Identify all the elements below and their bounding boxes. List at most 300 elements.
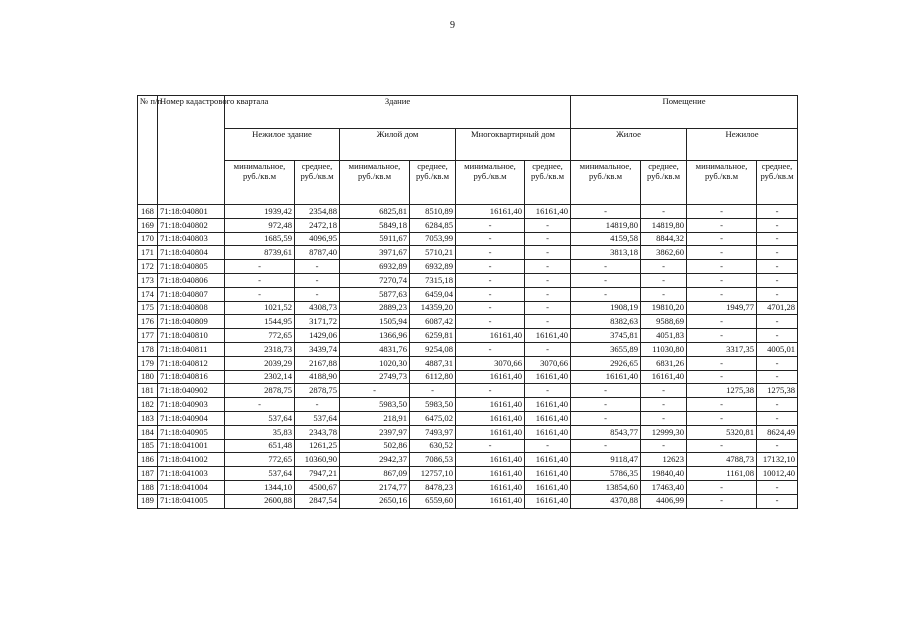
value-cell: - [641, 398, 687, 412]
value-cell: - [757, 273, 798, 287]
value-cell: 8543,77 [571, 425, 641, 439]
value-cell: - [571, 273, 641, 287]
value-cell: 651,48 [225, 439, 295, 453]
value-cell: 537,64 [295, 411, 340, 425]
value-cell: - [295, 260, 340, 274]
value-cell: 1505,94 [340, 315, 410, 329]
value-cell: 16161,40 [525, 494, 571, 508]
value-cell: - [641, 439, 687, 453]
table-row [138, 356, 798, 370]
value-cell: - [757, 329, 798, 343]
value-cell: - [757, 494, 798, 508]
value-cell: 2878,75 [225, 384, 295, 398]
value-cell: - [757, 287, 798, 301]
value-cell: - [641, 411, 687, 425]
cadastral-number-cell: 71:18:041002 [158, 453, 225, 467]
value-cell: 2343,78 [295, 425, 340, 439]
value-cell: 16161,40 [641, 370, 687, 384]
value-cell: 4788,73 [687, 453, 757, 467]
value-cell: 2039,29 [225, 356, 295, 370]
row-number-cell: 177 [138, 329, 158, 343]
value-cell: - [757, 439, 798, 453]
value-cell: 3439,74 [295, 342, 340, 356]
value-cell: - [687, 246, 757, 260]
table-row [138, 329, 798, 343]
table-row [138, 301, 798, 315]
cadastral-number-cell: 71:18:040812 [158, 356, 225, 370]
header-min: минимальное, руб./кв.м [571, 161, 641, 205]
header-min: минимальное, руб./кв.м [340, 161, 410, 205]
value-cell: 16161,40 [456, 480, 525, 494]
table-row [138, 260, 798, 274]
value-cell: - [225, 287, 295, 301]
value-cell: 1429,06 [295, 329, 340, 343]
header-nonresidential-premises: Нежилое [687, 129, 798, 161]
value-cell: - [571, 260, 641, 274]
value-cell: - [757, 218, 798, 232]
value-cell: 9588,69 [641, 315, 687, 329]
header-min: минимальное, руб./кв.м [456, 161, 525, 205]
value-cell: - [641, 260, 687, 274]
value-cell: - [687, 439, 757, 453]
value-cell: 537,64 [225, 467, 295, 481]
cadastral-number-cell: 71:18:040904 [158, 411, 225, 425]
value-cell: 12999,30 [641, 425, 687, 439]
row-number-cell: 183 [138, 411, 158, 425]
value-cell: 6825,81 [340, 205, 410, 219]
value-cell: 6284,85 [410, 218, 456, 232]
value-cell: 2472,18 [295, 218, 340, 232]
value-cell: 6559,60 [410, 494, 456, 508]
value-cell: 6259,81 [410, 329, 456, 343]
value-cell: 2174,77 [340, 480, 410, 494]
value-cell: 16161,40 [456, 329, 525, 343]
value-cell: 5983,50 [410, 398, 456, 412]
value-cell: - [687, 356, 757, 370]
value-cell: - [525, 439, 571, 453]
value-cell: 4308,73 [295, 301, 340, 315]
row-number-cell: 176 [138, 315, 158, 329]
table-row [138, 384, 798, 398]
row-number-cell: 187 [138, 467, 158, 481]
value-cell: - [571, 439, 641, 453]
value-cell: 2397,97 [340, 425, 410, 439]
value-cell: 2889,23 [340, 301, 410, 315]
value-cell: 3070,66 [456, 356, 525, 370]
value-cell: 1949,77 [687, 301, 757, 315]
header-cadastral-quarter: Номер кадастрового квартала [158, 96, 225, 205]
value-cell: - [687, 232, 757, 246]
value-cell: 2318,73 [225, 342, 295, 356]
row-number-cell: 173 [138, 273, 158, 287]
value-cell: 11030,80 [641, 342, 687, 356]
value-cell: 5320,81 [687, 425, 757, 439]
value-cell: - [525, 301, 571, 315]
value-cell: 4188,90 [295, 370, 340, 384]
value-cell: - [687, 370, 757, 384]
value-cell: - [410, 384, 456, 398]
value-cell: 35,83 [225, 425, 295, 439]
table-row [138, 205, 798, 219]
header-premises: Помещение [571, 96, 798, 129]
value-cell: 16161,40 [456, 494, 525, 508]
row-number-cell: 174 [138, 287, 158, 301]
value-cell: - [456, 301, 525, 315]
value-cell: 3317,35 [687, 342, 757, 356]
value-cell: 772,65 [225, 329, 295, 343]
value-cell: - [757, 480, 798, 494]
value-cell: - [757, 356, 798, 370]
value-cell: - [757, 398, 798, 412]
value-cell: 16161,40 [525, 425, 571, 439]
value-cell: 2167,88 [295, 356, 340, 370]
value-cell: 1908,19 [571, 301, 641, 315]
value-cell: 2354,88 [295, 205, 340, 219]
value-cell: 1939,42 [225, 205, 295, 219]
value-cell: 7086,53 [410, 453, 456, 467]
value-cell: 9118,47 [571, 453, 641, 467]
value-cell: 8478,23 [410, 480, 456, 494]
table-row [138, 273, 798, 287]
value-cell: 6459,04 [410, 287, 456, 301]
value-cell: - [340, 384, 410, 398]
value-cell: 1366,96 [340, 329, 410, 343]
value-cell: - [525, 260, 571, 274]
table-row [138, 411, 798, 425]
page-number: 9 [450, 20, 455, 31]
value-cell: 13854,60 [571, 480, 641, 494]
value-cell: 19810,20 [641, 301, 687, 315]
value-cell: 2600,88 [225, 494, 295, 508]
value-cell: 17463,40 [641, 480, 687, 494]
value-cell: - [571, 384, 641, 398]
value-cell: - [456, 315, 525, 329]
value-cell: - [225, 260, 295, 274]
value-cell: 537,64 [225, 411, 295, 425]
value-cell: 16161,40 [456, 453, 525, 467]
value-cell: 4887,31 [410, 356, 456, 370]
value-cell: - [525, 273, 571, 287]
value-cell: - [456, 260, 525, 274]
value-cell: 7270,74 [340, 273, 410, 287]
value-cell: - [757, 370, 798, 384]
value-cell: 1685,59 [225, 232, 295, 246]
value-cell: 16161,40 [525, 453, 571, 467]
value-cell: 16161,40 [525, 205, 571, 219]
value-cell: 3745,81 [571, 329, 641, 343]
value-cell: 12623 [641, 453, 687, 467]
value-cell: - [687, 287, 757, 301]
value-cell: 14359,20 [410, 301, 456, 315]
value-cell: - [687, 329, 757, 343]
value-cell: - [525, 232, 571, 246]
value-cell: 6112,80 [410, 370, 456, 384]
value-cell: 4500,67 [295, 480, 340, 494]
value-cell: - [295, 273, 340, 287]
header-min: минимальное, руб./кв.м [687, 161, 757, 205]
value-cell: - [687, 494, 757, 508]
table-row [138, 342, 798, 356]
row-number-cell: 181 [138, 384, 158, 398]
row-number-cell: 178 [138, 342, 158, 356]
value-cell: 16161,40 [525, 467, 571, 481]
cadastral-number-cell: 71:18:040810 [158, 329, 225, 343]
header-avg: среднее, руб./кв.м [410, 161, 456, 205]
value-cell: - [757, 260, 798, 274]
header-residential-house: Жилой дом [340, 129, 456, 161]
value-cell: 4831,76 [340, 342, 410, 356]
header-nonresidential-building: Нежилое здание [225, 129, 340, 161]
value-cell: 1544,95 [225, 315, 295, 329]
value-cell: - [525, 315, 571, 329]
value-cell: 10012,40 [757, 467, 798, 481]
value-cell: 6932,89 [410, 260, 456, 274]
value-cell: - [571, 411, 641, 425]
value-cell: - [456, 232, 525, 246]
row-number-cell: 188 [138, 480, 158, 494]
value-cell: - [525, 218, 571, 232]
value-cell: 16161,40 [456, 205, 525, 219]
cadastral-number-cell: 71:18:040811 [158, 342, 225, 356]
row-number-cell: 180 [138, 370, 158, 384]
value-cell: 16161,40 [525, 329, 571, 343]
value-cell: 3171,72 [295, 315, 340, 329]
value-cell: 2749,73 [340, 370, 410, 384]
value-cell: - [456, 384, 525, 398]
value-cell: 14819,80 [571, 218, 641, 232]
value-cell: 6831,26 [641, 356, 687, 370]
value-cell: 3971,67 [340, 246, 410, 260]
value-cell: 5983,50 [340, 398, 410, 412]
value-cell: - [571, 287, 641, 301]
table-row [138, 218, 798, 232]
row-number-cell: 179 [138, 356, 158, 370]
cadastral-number-cell: 71:18:040802 [158, 218, 225, 232]
cadastral-number-cell: 71:18:040816 [158, 370, 225, 384]
value-cell: - [757, 411, 798, 425]
value-cell: 14819,80 [641, 218, 687, 232]
value-cell: 16161,40 [525, 398, 571, 412]
table-row [138, 439, 798, 453]
header-avg: среднее, руб./кв.м [757, 161, 798, 205]
cadastral-number-cell: 71:18:040902 [158, 384, 225, 398]
table-row [138, 370, 798, 384]
value-cell: 2926,65 [571, 356, 641, 370]
cadastral-number-cell: 71:18:041003 [158, 467, 225, 481]
cadastral-value-table [137, 95, 798, 509]
value-cell: 502,86 [340, 439, 410, 453]
value-cell: 2942,37 [340, 453, 410, 467]
value-cell: - [525, 342, 571, 356]
header-avg: среднее, руб./кв.м [641, 161, 687, 205]
value-cell: - [571, 398, 641, 412]
value-cell: - [641, 205, 687, 219]
value-cell: 8624,49 [757, 425, 798, 439]
value-cell: 16161,40 [456, 398, 525, 412]
value-cell: - [295, 287, 340, 301]
value-cell: 10360,90 [295, 453, 340, 467]
value-cell: 2650,16 [340, 494, 410, 508]
cadastral-number-cell: 71:18:040807 [158, 287, 225, 301]
value-cell: 17132,10 [757, 453, 798, 467]
value-cell: 16161,40 [525, 480, 571, 494]
cadastral-number-cell: 71:18:040801 [158, 205, 225, 219]
value-cell: 19840,40 [641, 467, 687, 481]
table-row [138, 467, 798, 481]
value-cell: 7947,21 [295, 467, 340, 481]
value-cell: 1275,38 [687, 384, 757, 398]
value-cell: 1021,52 [225, 301, 295, 315]
value-cell: - [687, 315, 757, 329]
value-cell: 7315,18 [410, 273, 456, 287]
value-cell: 4159,58 [571, 232, 641, 246]
table-body [138, 205, 798, 509]
row-number-cell: 171 [138, 246, 158, 260]
value-cell: 4005,01 [757, 342, 798, 356]
value-cell: 16161,40 [571, 370, 641, 384]
value-cell: 16161,40 [456, 370, 525, 384]
value-cell: 772,65 [225, 453, 295, 467]
table-row [138, 480, 798, 494]
value-cell: 5849,18 [340, 218, 410, 232]
row-number-cell: 182 [138, 398, 158, 412]
header-avg: среднее, руб./кв.м [295, 161, 340, 205]
row-number-cell: 184 [138, 425, 158, 439]
header-no: № п/п [138, 96, 158, 205]
value-cell: 5710,21 [410, 246, 456, 260]
cadastral-number-cell: 71:18:041001 [158, 439, 225, 453]
value-cell: 6087,42 [410, 315, 456, 329]
cadastral-number-cell: 71:18:040809 [158, 315, 225, 329]
table-row [138, 287, 798, 301]
value-cell: - [641, 287, 687, 301]
value-cell: 6932,89 [340, 260, 410, 274]
value-cell: 3813,18 [571, 246, 641, 260]
row-number-cell: 175 [138, 301, 158, 315]
value-cell: - [456, 273, 525, 287]
cadastral-number-cell: 71:18:040903 [158, 398, 225, 412]
value-cell: 5877,63 [340, 287, 410, 301]
value-cell: 5911,67 [340, 232, 410, 246]
value-cell: 972,48 [225, 218, 295, 232]
value-cell: 16161,40 [525, 411, 571, 425]
header-building: Здание [225, 96, 571, 129]
table-row [138, 398, 798, 412]
table-row [138, 315, 798, 329]
value-cell: - [687, 411, 757, 425]
value-cell: - [456, 342, 525, 356]
value-cell: 2878,75 [295, 384, 340, 398]
cadastral-number-cell: 71:18:040806 [158, 273, 225, 287]
value-cell: - [757, 315, 798, 329]
value-cell: - [525, 287, 571, 301]
cadastral-number-cell: 71:18:040803 [158, 232, 225, 246]
value-cell: 8739,61 [225, 246, 295, 260]
value-cell: 16161,40 [525, 370, 571, 384]
cadastral-number-cell: 71:18:040808 [158, 301, 225, 315]
value-cell: 1161,08 [687, 467, 757, 481]
value-cell: - [687, 260, 757, 274]
value-cell: - [687, 480, 757, 494]
cadastral-number-cell: 71:18:040804 [158, 246, 225, 260]
value-cell: - [757, 205, 798, 219]
value-cell: 2847,54 [295, 494, 340, 508]
table-row [138, 425, 798, 439]
value-cell: - [525, 246, 571, 260]
value-cell: 16161,40 [456, 411, 525, 425]
value-cell: - [225, 398, 295, 412]
value-cell: - [456, 246, 525, 260]
row-number-cell: 189 [138, 494, 158, 508]
value-cell: - [225, 273, 295, 287]
row-number-cell: 185 [138, 439, 158, 453]
value-cell: - [687, 205, 757, 219]
header-avg: среднее, руб./кв.м [525, 161, 571, 205]
value-cell: 630,52 [410, 439, 456, 453]
cadastral-number-cell: 71:18:041005 [158, 494, 225, 508]
value-cell: 1344,10 [225, 480, 295, 494]
row-number-cell: 168 [138, 205, 158, 219]
value-cell: 4701,28 [757, 301, 798, 315]
table-row [138, 246, 798, 260]
header-apartment-building: Многоквартирный дом [456, 129, 571, 161]
row-number-cell: 169 [138, 218, 158, 232]
cadastral-number-cell: 71:18:040905 [158, 425, 225, 439]
value-cell: - [525, 384, 571, 398]
value-cell: 4096,95 [295, 232, 340, 246]
header-min: минимальное, руб./кв.м [225, 161, 295, 205]
value-cell: 12757,10 [410, 467, 456, 481]
table-row [138, 453, 798, 467]
value-cell: 6475,02 [410, 411, 456, 425]
row-number-cell: 186 [138, 453, 158, 467]
value-cell: 1020,30 [340, 356, 410, 370]
value-cell: - [687, 398, 757, 412]
value-cell: - [687, 273, 757, 287]
row-number-cell: 172 [138, 260, 158, 274]
value-cell: - [456, 218, 525, 232]
value-cell: 9254,08 [410, 342, 456, 356]
value-cell: - [757, 232, 798, 246]
table-row [138, 232, 798, 246]
value-cell: 1261,25 [295, 439, 340, 453]
value-cell: - [571, 205, 641, 219]
value-cell: 4051,83 [641, 329, 687, 343]
value-cell: - [757, 246, 798, 260]
value-cell: 867,09 [340, 467, 410, 481]
cadastral-number-cell: 71:18:041004 [158, 480, 225, 494]
value-cell: 8510,89 [410, 205, 456, 219]
value-cell: - [641, 384, 687, 398]
value-cell: 3655,89 [571, 342, 641, 356]
value-cell: 218,91 [340, 411, 410, 425]
value-cell: - [687, 218, 757, 232]
value-cell: 3862,60 [641, 246, 687, 260]
value-cell: 7493,97 [410, 425, 456, 439]
value-cell: 16161,40 [456, 467, 525, 481]
value-cell: 2302,14 [225, 370, 295, 384]
value-cell: - [456, 439, 525, 453]
cadastral-number-cell: 71:18:040805 [158, 260, 225, 274]
row-number-cell: 170 [138, 232, 158, 246]
value-cell: - [641, 273, 687, 287]
value-cell: 3070,66 [525, 356, 571, 370]
table-row [138, 494, 798, 508]
value-cell: - [295, 398, 340, 412]
value-cell: 8787,40 [295, 246, 340, 260]
value-cell: - [456, 287, 525, 301]
value-cell: 1275,38 [757, 384, 798, 398]
